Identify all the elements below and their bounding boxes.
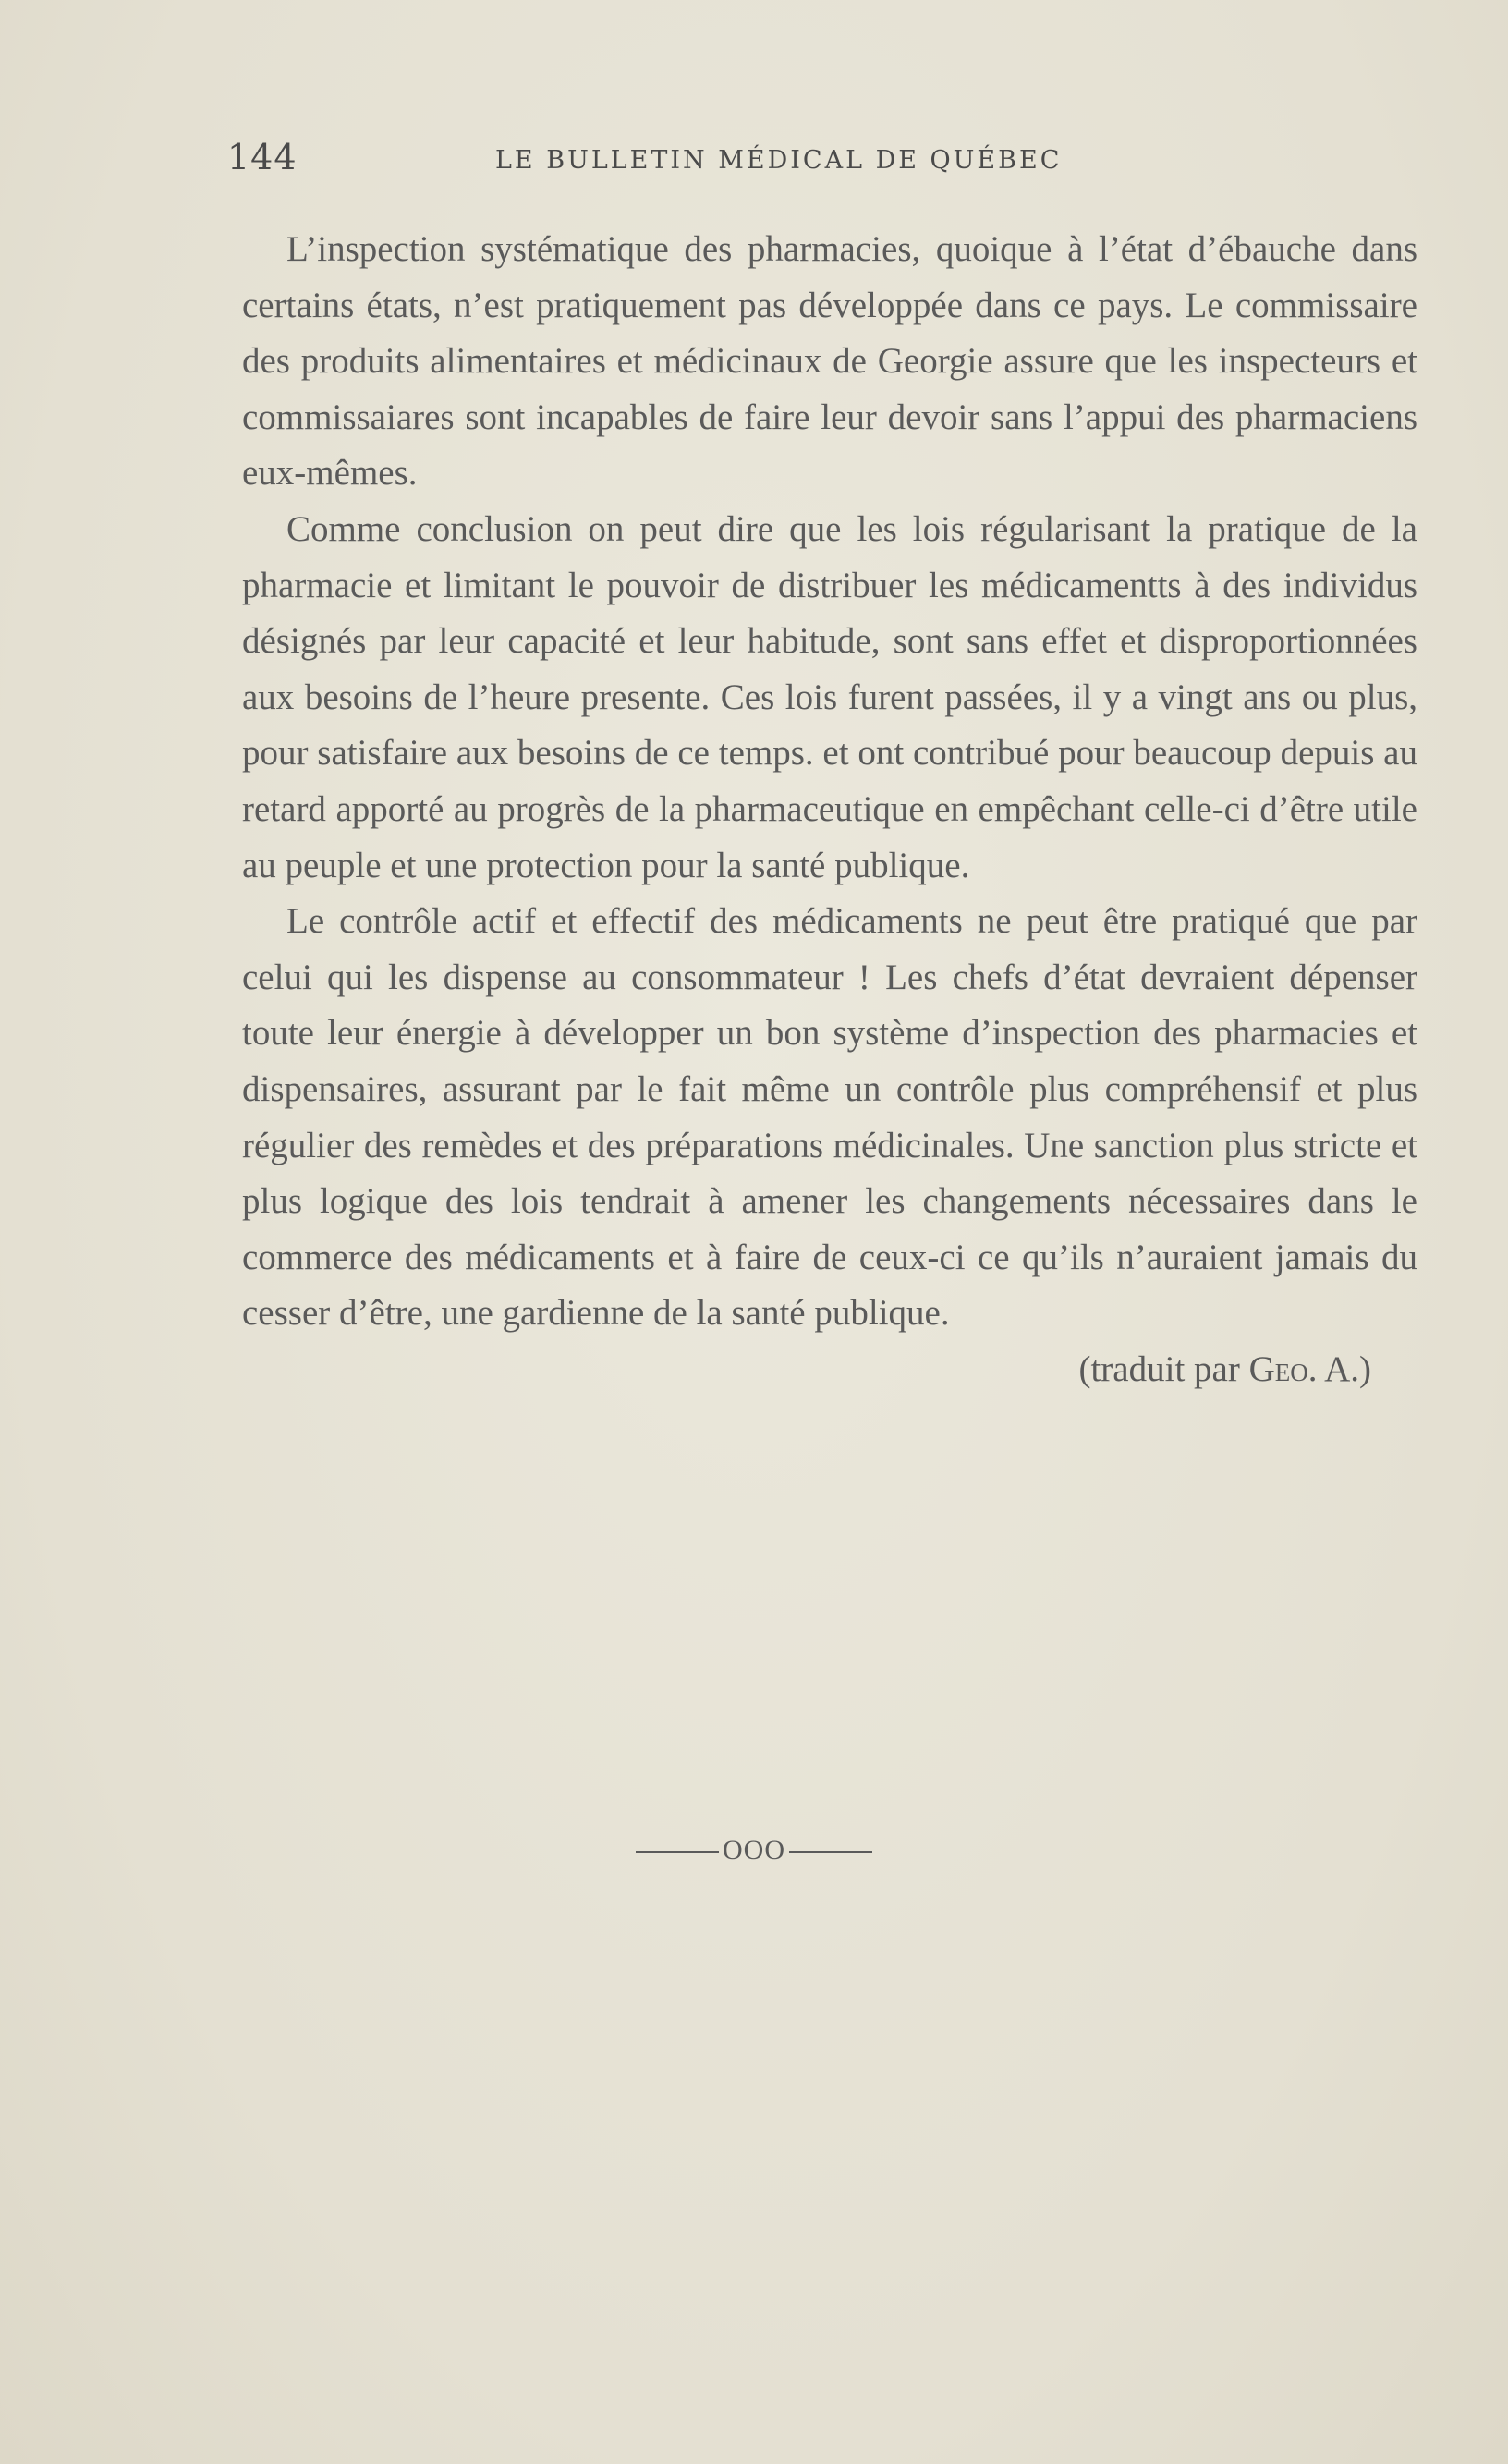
page-number: 144 — [227, 137, 298, 177]
signature-prefix: (traduit par — [1078, 1348, 1249, 1389]
signature-name: Geo. A. — [1248, 1348, 1359, 1389]
article-body — [242, 222, 1417, 1397]
ornament-rule-right — [789, 1851, 872, 1853]
running-title: LE BULLETIN MÉDICAL DE QUÉBEC — [495, 146, 1063, 175]
section-ornament — [0, 1835, 1508, 1866]
translator-signature — [242, 1342, 1417, 1398]
paragraph-1: L’inspection systématique des pharmacies, quoique à l’état d’ébauche dans certains états, n’est pratiquement pas développée dans ce pays. Le commissaire des produits alimentaires et médicinaux de Georgie assure que les inspecteurs et commissaiares sont incapables de faire leur devoir sans l’appui des pharmaciens eux-mêmes. — [242, 229, 1417, 494]
ornament-rule-left — [636, 1851, 719, 1853]
paragraph-3: Le contrôle actif et effectif des médicaments ne peut être pratiqué que par celui qui les dispense au consommateur ! Les chefs d’état devraient dépenser toute leur énergie à développer un bon système d’inspection des pharmacies et dispensaires, assurant par le fait même un contrôle plus compréhensif et plus régulier des remèdes et des préparations médicinales. Une sanction plus stricte et plus logique des lois tendrait à amener les changements nécessaires dans le commerce des médicaments et à faire de ceux-ci ce qu’ils n’auraient jamais du cesser d’être, une gardienne de la santé publique. — [242, 901, 1417, 1334]
page-header — [227, 137, 1151, 183]
signature-suffix: ) — [1359, 1348, 1371, 1389]
ornament-center: OOO — [723, 1835, 785, 1865]
paragraph-2: Comme conclusion on peut dire que les lois régularisant la pratique de la pharmacie et limitant le pouvoir de distribuer les médicamentts à des individus désignés par leur capacité et leur habitude, sont sans effet et disproportionnées aux besoins de l’heure presente. Ces lois furent passées, il y a vingt ans ou plus, pour satisfaire aux besoins de ce temps. et ont contribué pour beaucoup depuis au retard apporté au progrès de la pharmaceutique en empêchant celle-ci d’être utile au peuple et une protection pour la santé publique. — [242, 508, 1417, 885]
